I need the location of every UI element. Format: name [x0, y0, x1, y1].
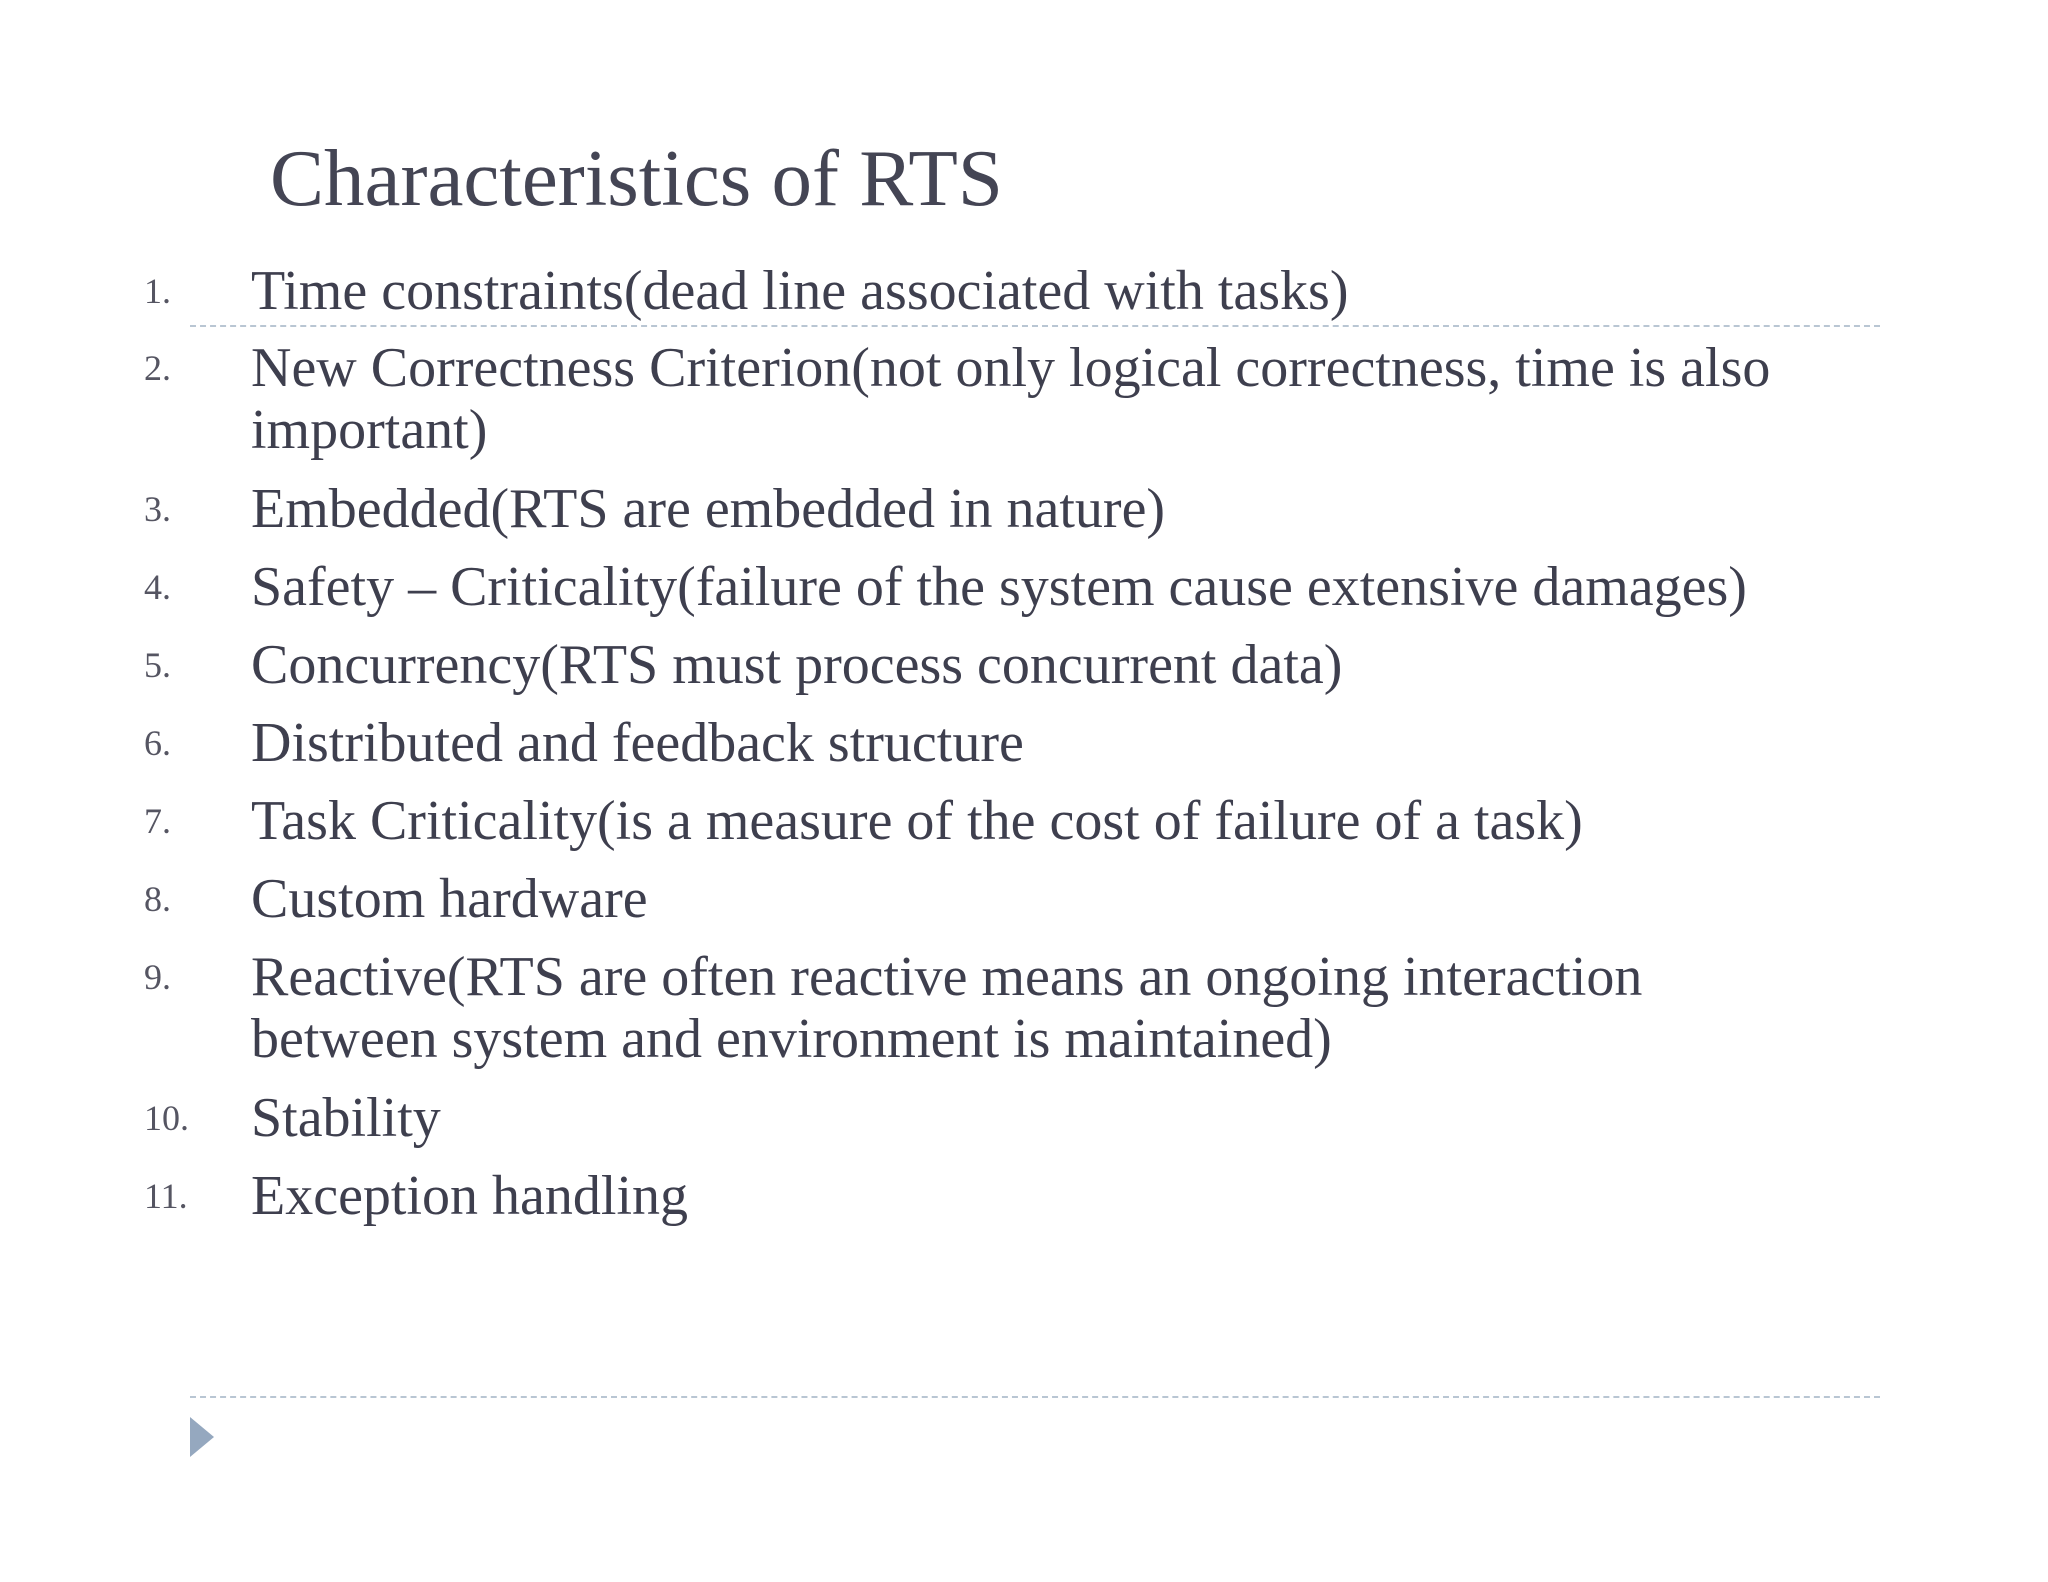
- list-item-text: [251, 556, 1841, 618]
- list-item-text: [251, 1165, 1841, 1227]
- list-item-number: 11.: [144, 1176, 188, 1216]
- list-item-line: Task Criticality(is a measure of the cost of failure of a task): [251, 790, 1583, 852]
- list-item-number: 10.: [144, 1098, 189, 1138]
- list-item-line: Concurrency(RTS must process concurrent data): [251, 634, 1343, 696]
- list-item-text: [251, 868, 1841, 930]
- list-item-text: [251, 946, 1841, 1070]
- bottom-divider: [190, 1396, 1880, 1398]
- list-item-text: [251, 260, 1841, 322]
- list-item-line: Reactive(RTS are often reactive means an ongoing interaction: [251, 946, 1643, 1008]
- list-item-line: Time constraints(dead line associated with tasks): [251, 260, 1349, 322]
- list-item-line: between system and environment is maintained): [251, 1008, 1332, 1070]
- list-item-line: Custom hardware: [251, 868, 648, 930]
- list-item-line: Distributed and feedback structure: [251, 712, 1024, 774]
- list-item-line: Embedded(RTS are embedded in nature): [251, 478, 1166, 540]
- list-item-line: important): [251, 399, 488, 461]
- list-item-number: 6.: [144, 723, 171, 763]
- list-item-line: New Correctness Criterion(not only logical correctness, time is also: [251, 337, 1771, 399]
- list-item-number: 7.: [144, 801, 171, 841]
- list-item-text: [251, 1087, 1841, 1149]
- list-item-text: [251, 337, 1841, 461]
- slide-title: Characteristics of RTS: [270, 133, 1003, 223]
- list-item-text: [251, 634, 1841, 696]
- list-item-number: 1.: [144, 271, 171, 311]
- list-item-number: 4.: [144, 567, 171, 607]
- list-item-number: 5.: [144, 645, 171, 685]
- list-item-text: [251, 712, 1841, 774]
- list-item-text: [251, 478, 1841, 540]
- list-item-line: Safety – Criticality(failure of the system cause extensive damages): [251, 556, 1747, 618]
- list-item-number: 8.: [144, 879, 171, 919]
- list-item-text: [251, 790, 1841, 852]
- list-item-number: 9.: [144, 957, 171, 997]
- list-item-line: Stability: [251, 1087, 441, 1149]
- list-item-number: 3.: [144, 489, 171, 529]
- triangle-right-icon: [190, 1417, 214, 1457]
- list-item-line: Exception handling: [251, 1165, 689, 1227]
- list-item-number: 2.: [144, 348, 171, 388]
